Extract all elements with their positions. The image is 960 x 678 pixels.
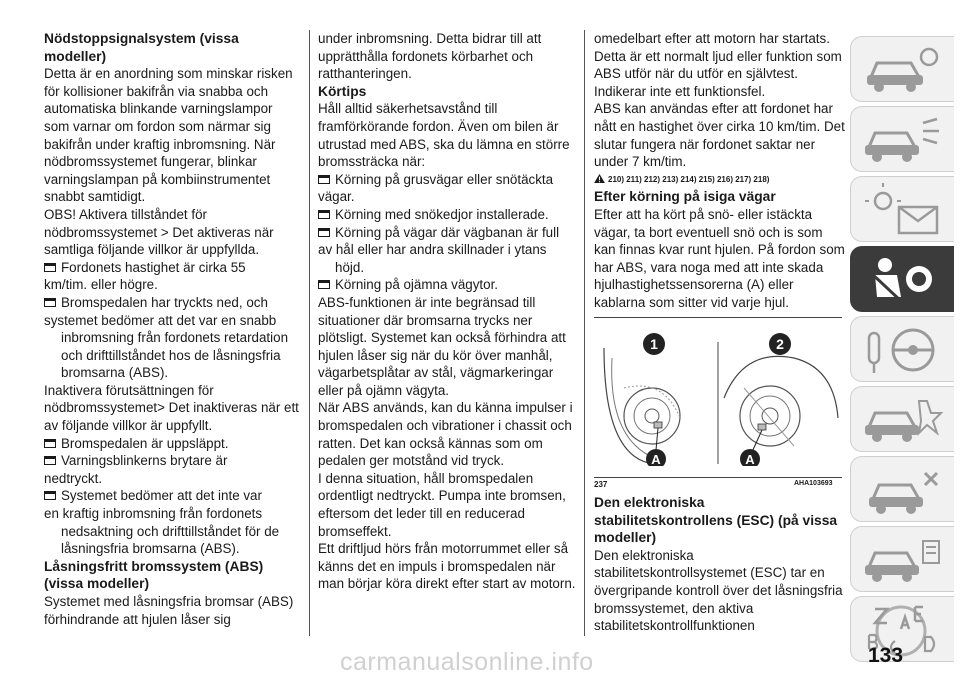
- warning-references: 210) 211) 212) 213) 214) 215) 216) 217) 218): [594, 171, 846, 189]
- watermark: carmanualsonline.info: [340, 648, 594, 676]
- car-service-icon: [861, 393, 945, 447]
- svg-text:1: 1: [650, 336, 658, 352]
- list-item: Systemet bedömer att det inte var en kraftig inbromsning från fordonets nedsaktning och drifttillståndet för de låsningsfria bromsarna (ABS).: [44, 488, 280, 557]
- column-3-continued: [594, 494, 846, 635]
- badge-2: [769, 333, 791, 355]
- column-1: [44, 30, 300, 628]
- chapter-tabs: [850, 36, 960, 666]
- heading-abs: Låsningsfritt bromssystem (ABS) (vissa modeller): [44, 558, 264, 592]
- svg-text:A: A: [651, 452, 661, 466]
- svg-text:2: 2: [776, 336, 784, 352]
- figure-rule: [594, 477, 842, 478]
- car-dashboard-icon: [861, 43, 945, 97]
- mail-warning-icon: [861, 183, 945, 237]
- figure-wheel-sensors: [594, 317, 842, 466]
- list-item: Varningsblinkerns brytare är nedtryckt.: [44, 453, 228, 486]
- page-number: 133: [868, 644, 904, 667]
- bullet-icon: [318, 210, 330, 219]
- paragraph: I denna situation, håll bromspedalen ordentligt nedtryckt. Pumpa inte bromsen, eftersom det leder till en reducerad bromseffekt.: [318, 470, 566, 539]
- right-wheel-drawing: [724, 356, 838, 452]
- paragraph: ABS-funktionen är inte begränsad till situationer där bromsarna trycks ner plötsligt. Systemet kan också förhindra att hjulen låser sig när du kör över manhål, vägarbetsplåtar av stål, vägmarkeringar eller på ojämn vägyta.: [318, 294, 566, 398]
- wheel-sensor-illustration: [594, 318, 842, 466]
- heading-icy-roads: Efter körning på isiga vägar: [594, 189, 776, 205]
- list-item: Körning på ojämna vägytor.: [318, 276, 576, 294]
- bullet-icon: [318, 280, 330, 289]
- paragraph: Detta är en anordning som minskar risken för kollisioner bakifrån via snabba och automatiska blinkande varningslampor som varnar om fordon som närmar sig bakifrån under kraftig inbromsning. När nödbromssystemet fungerar, blinkar varningslampan på kombiinstrumentet snabbt samtidigt.: [44, 66, 293, 205]
- list-item: Bromspedalen är uppsläppt.: [44, 435, 300, 453]
- tab-car-breakdown[interactable]: [850, 456, 954, 522]
- heading-esc: Den elektroniska stabilitetskontrollens (ESC) (på vissa modeller): [594, 495, 838, 546]
- column-3: [594, 30, 846, 312]
- list-item: Körning med snökedjor installerade.: [318, 206, 576, 224]
- paragraph: Håll alltid säkerhetsavstånd till framförkörande fordon. Även om bilen är utrustad med ABS, ska du lämna en större bromssträcka när:: [318, 101, 570, 170]
- badge-1: [643, 333, 665, 355]
- bullet-icon: [318, 175, 330, 184]
- paragraph: under inbromsning. Detta bidrar till att upprätthålla fordonets körbarhet och ratthanteringen.: [318, 31, 542, 82]
- paragraph: När ABS används, kan du känna impulser i bromspedalen och vibrationer i chassit och ratten. Det kan också kännas som om pedalen ger motstånd vid tryck.: [318, 400, 573, 469]
- callout-a-left: [646, 449, 666, 466]
- figure-number: 237: [594, 480, 608, 489]
- bullet-icon: [44, 456, 56, 465]
- steering-key-icon: [861, 323, 945, 377]
- car-lights-icon: [861, 113, 945, 167]
- tab-car-service[interactable]: [850, 386, 954, 452]
- tab-car-lights[interactable]: [850, 106, 954, 172]
- paragraph: Inaktivera förutsättningen för nödbromssystemet> Det inaktiveras när ett av följande villkor är uppfyllt.: [44, 382, 299, 434]
- heading-emergency-stop-signal: Nödstoppsignalsystem (vissa modeller): [44, 31, 239, 64]
- car-spec-icon: [861, 533, 945, 587]
- tab-car-spec[interactable]: [850, 526, 954, 592]
- list-item: Körning på grusvägar eller snötäckta vägar.: [318, 171, 554, 205]
- paragraph: ABS kan användas efter att fordonet har nått en hastighet över cirka 10 km/tim. Det slutar fungera när fordonet saktar ner under 7 km/tim.: [594, 101, 845, 170]
- airbag-person-icon: [861, 253, 945, 307]
- paragraph: Ett driftljud hörs från motorrummet eller så känns det en impuls i bromspedalen när man börjar köra direkt efter start av motorn.: [318, 541, 576, 592]
- bullet-icon: [318, 228, 330, 237]
- paragraph: omedelbart efter att motorn har startats. Detta är ett normalt ljud eller funktion som ABS utför när du utför en självtest. Indikerar inte ett funktionsfel.: [594, 31, 842, 99]
- list-item: Körning på vägar där vägbanan är full av hål eller har andra skillnader i ytans höjd.: [318, 224, 560, 275]
- tab-car-dashboard[interactable]: [850, 36, 954, 102]
- heading-driving-tips: Körtips: [318, 83, 367, 99]
- paragraph: OBS! Aktivera tillståndet för nödbromssystemet > Det aktiveras när samtliga följande villkor är uppfyllda.: [44, 206, 274, 258]
- tab-steering-key[interactable]: [850, 316, 954, 382]
- bullet-icon: [44, 263, 56, 272]
- figure-code: AHA103693: [794, 480, 833, 487]
- column-divider: [309, 30, 310, 636]
- left-wheel-drawing: [604, 348, 680, 464]
- column-divider: [584, 30, 585, 636]
- bullet-icon: [44, 439, 56, 448]
- list-item: Fordonets hastighet är cirka 55 km/tim. eller högre.: [44, 259, 246, 293]
- paragraph: Den elektroniska stabilitetskontrollsystemet (ESC) tar en övergripande kontroll över det låsningsfria bromssystemet, den aktiva stabilitetskontrollfunktionen: [594, 547, 843, 634]
- column-2: [318, 30, 576, 593]
- warning-triangle-icon: [594, 174, 605, 183]
- tab-mail-warning[interactable]: [850, 176, 954, 242]
- bullet-icon: [44, 298, 56, 307]
- svg-text:A: A: [745, 452, 755, 466]
- list-item: Bromspedalen har tryckts ned, och systemet bedömer att det var en snabb inbromsning från fordonets retardation och drifttillståndet hos de låsningsfria bromsarna (ABS).: [44, 294, 289, 381]
- tab-safety-active[interactable]: [850, 246, 954, 312]
- bullet-icon: [44, 491, 56, 500]
- callout-a-right: [740, 449, 760, 466]
- paragraph: Systemet med låsningsfria bromsar (ABS) förhindrande att hjulen låser sig: [44, 594, 294, 627]
- car-breakdown-icon: [861, 463, 945, 517]
- paragraph: Efter att ha kört på snö- eller istäckta vägar, ta bort eventuell snö och is som kan finnas kvar runt hjulen. På fordon som har ABS, vara noga med att inte skada hjulhastighetssensorerna (A) eller kablarna som sitter vid varje hjul.: [594, 206, 845, 310]
